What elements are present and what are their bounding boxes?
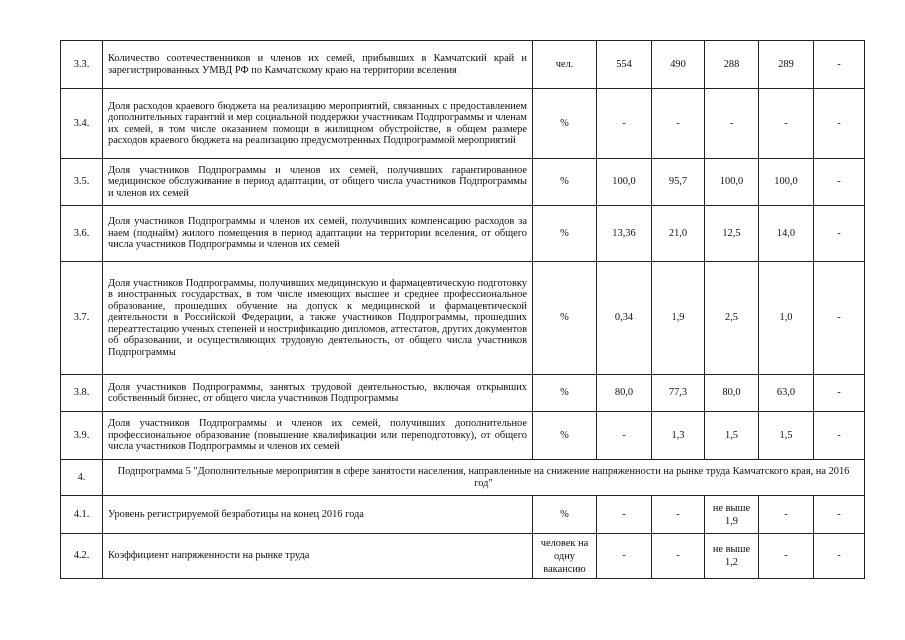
value-cell: - [814,89,865,159]
section-row [61,460,865,496]
value-cell: - [652,89,705,159]
value-cell: 100,0 [597,159,652,206]
unit-cell: % [533,375,597,412]
value-cell: 77,3 [652,375,705,412]
indicators-table [60,40,865,579]
indicator-name: Доля участников Подпрограммы и членов их семей, получивших гарантированное медицинское обслуживание в период адаптации, от общего числа участников Подпрограммы и членов их семей [103,159,533,206]
table-row [61,496,865,534]
indicator-name: Доля расходов краевого бюджета на реализацию мероприятий, связанных с предоставлением дополнительных гарантий и мер социальной поддержки участникам Подпрограммы и членам их семей, в том числе оказанием помощи в жилищном обустройстве, в общем размере расходов краевого бюджета на реализацию предусмотренных Подпрограммой мероприятий [103,89,533,159]
row-number: 3.6. [61,206,103,262]
value-cell: не выше 1,9 [705,496,759,534]
unit-cell: человек на одну вакансию [533,534,597,579]
value-cell: - [597,412,652,460]
indicator-name: Количество соотечественников и членов их семей, прибывших в Камчатский край и зарегистрированных УМВД РФ по Камчатскому краю на территории вселения [103,41,533,89]
value-cell: - [652,496,705,534]
table-row [61,412,865,460]
value-cell: не выше 1,2 [705,534,759,579]
unit-cell: % [533,412,597,460]
row-number: 3.7. [61,262,103,375]
value-cell: 2,5 [705,262,759,375]
value-cell: 554 [597,41,652,89]
value-cell: 490 [652,41,705,89]
value-cell: - [814,159,865,206]
row-number: 3.9. [61,412,103,460]
value-cell: - [814,412,865,460]
subprogram-title: Подпрограмма 5 "Дополнительные мероприятия в сфере занятости населения, направленные на снижение напряженности на рынке труда Камчатского края, на 2016 год" [103,460,865,496]
indicator-name: Доля участников Подпрограммы и членов их семей, получивших компенсацию расходов за наем (поднайм) жилого помещения в период адаптации на территории вселения, от общего числа участников Подпрограммы и членов их семей [103,206,533,262]
value-cell: - [759,496,814,534]
value-cell: 100,0 [705,159,759,206]
indicator-name: Коэффициент напряженности на рынке труда [103,534,533,579]
value-cell: 1,3 [652,412,705,460]
unit-cell: % [533,89,597,159]
value-cell: - [814,534,865,579]
value-cell: - [814,375,865,412]
table-row [61,262,865,375]
value-cell: - [814,262,865,375]
unit-cell: % [533,159,597,206]
row-number: 3.5. [61,159,103,206]
table-row [61,206,865,262]
row-number: 4.1. [61,496,103,534]
indicator-name: Доля участников Подпрограммы, получивших медицинскую и фармацевтическую подготовку в иностранных государствах, в том числе имеющих высшее и среднее профессиональное образование, прошедших обучение на допуск к медицинской и фармацевтической деятельности в Российской Федерации, а также участников Подпрограммы, прошедших переаттестацию ученых степеней и нострификацию дипломов, аттестатов, других документов об образовании, и осуществляющих трудовую деятельность, от общего числа участников Подпрограммы [103,262,533,375]
value-cell: 100,0 [759,159,814,206]
value-cell: 1,0 [759,262,814,375]
value-cell: 21,0 [652,206,705,262]
value-cell: - [652,534,705,579]
table-row [61,41,865,89]
row-number: 3.8. [61,375,103,412]
value-cell: - [759,89,814,159]
value-cell: - [814,41,865,89]
row-number: 4.2. [61,534,103,579]
row-number: 3.3. [61,41,103,89]
unit-cell: % [533,206,597,262]
value-cell: - [705,89,759,159]
value-cell: 1,5 [705,412,759,460]
unit-cell: % [533,262,597,375]
value-cell: 95,7 [652,159,705,206]
table-row [61,375,865,412]
section-number: 4. [61,460,103,496]
value-cell: - [814,206,865,262]
value-cell: 80,0 [705,375,759,412]
value-cell: 288 [705,41,759,89]
value-cell: - [814,496,865,534]
table-row [61,534,865,579]
indicator-name: Доля участников Подпрограммы и членов их семей, получивших дополнительное профессиональное образование (повышение квалификации или переподготовку), от общего числа участников Подпрограммы и членов их семей [103,412,533,460]
value-cell: - [597,534,652,579]
table-row [61,89,865,159]
row-number: 3.4. [61,89,103,159]
value-cell: 13,36 [597,206,652,262]
value-cell: - [759,534,814,579]
value-cell: 14,0 [759,206,814,262]
indicator-name: Доля участников Подпрограммы, занятых трудовой деятельностью, включая открывших собственный бизнес, от общего числа участников Подпрограммы [103,375,533,412]
indicator-name: Уровень регистрируемой безработицы на конец 2016 года [103,496,533,534]
table-row [61,159,865,206]
unit-cell: % [533,496,597,534]
value-cell: 63,0 [759,375,814,412]
value-cell: 1,5 [759,412,814,460]
value-cell: 1,9 [652,262,705,375]
value-cell: 289 [759,41,814,89]
value-cell: 12,5 [705,206,759,262]
value-cell: - [597,89,652,159]
value-cell: 80,0 [597,375,652,412]
value-cell: - [597,496,652,534]
value-cell: 0,34 [597,262,652,375]
unit-cell: чел. [533,41,597,89]
